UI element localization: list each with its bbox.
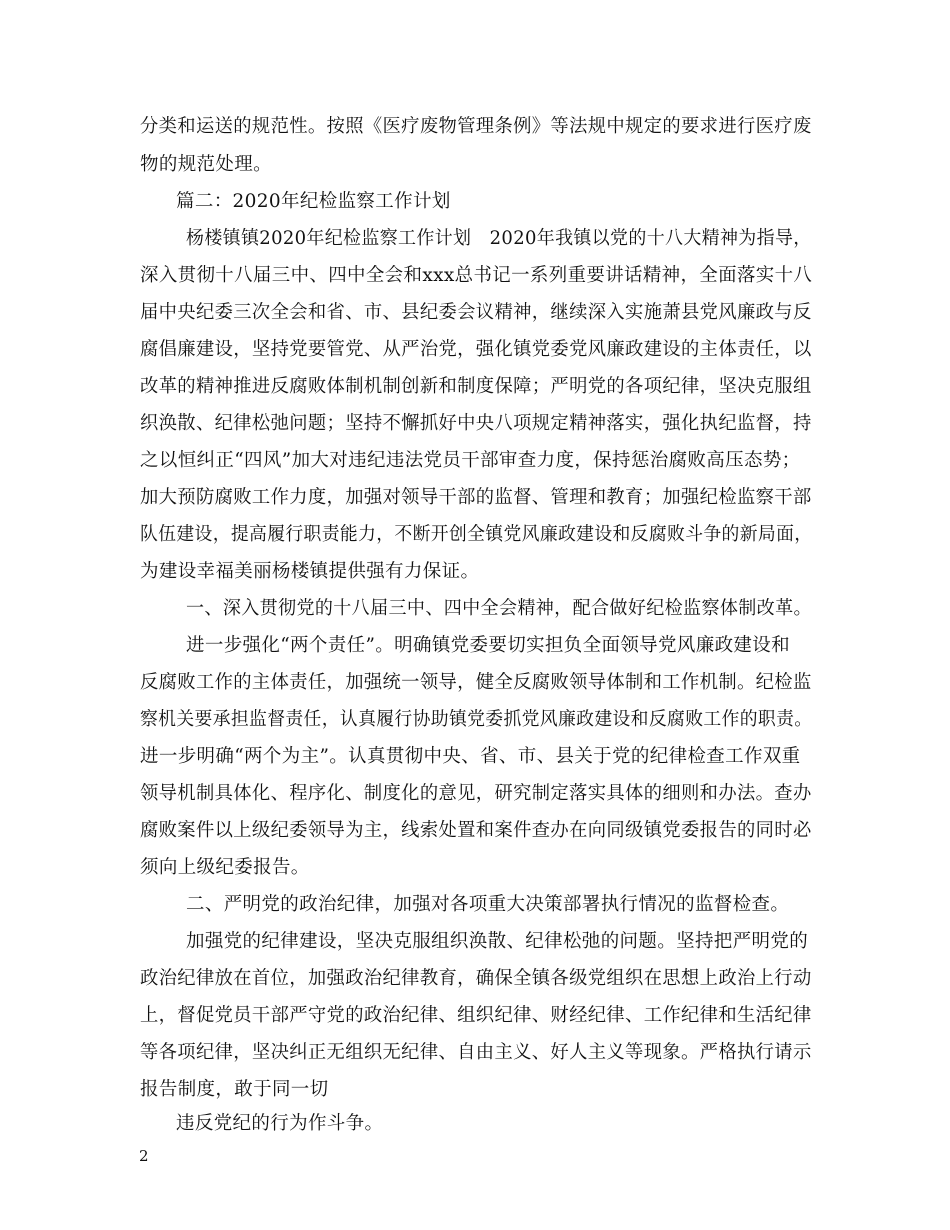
page-number: 2 xyxy=(139,1147,149,1165)
text-line: 深入贯彻十八届三中、四中全会和xxx总书记一系列重要讲话精神，全面落实十八 xyxy=(140,265,813,286)
text-line: 领导机制具体化、程序化、制度化的意见，研究制定落实具体的细则和办法。查办 xyxy=(140,783,812,804)
text-line: 进一步强化“两个责任”。明确镇党委要切实担负全面领导党风廉政建设和 xyxy=(186,635,790,656)
text-line: 杨楼镇镇2020年纪检监察工作计划 2020年我镇以党的十八大精神为指导， xyxy=(186,228,812,249)
text-line: 反腐败工作的主体责任，加强统一领导，健全反腐败领导体制和工作机制。纪检监 xyxy=(140,672,812,693)
text-line: 腐倡廉建设，坚持党要管党、从严治党，强化镇党委党风廉政建设的主体责任，以 xyxy=(140,339,812,360)
text-line: 进一步明确“两个为主”。认真贯彻中央、省、市、县关于党的纪律检查工作双重 xyxy=(140,746,801,767)
text-line: 加大预防腐败工作力度，加强对领导干部的监督、管理和教育；加强纪检监察干部 xyxy=(140,487,812,508)
text-line: 改革的精神推进反腐败体制机制创新和制度保障；严明党的各项纪律，坚决克服组 xyxy=(140,376,812,397)
section-heading: 一、深入贯彻党的十八届三中、四中全会精神，配合做好纪检监察体制改革。 xyxy=(186,598,812,619)
text-line: 为建设幸福美丽杨楼镇提供强有力保证。 xyxy=(140,561,480,582)
section-heading: 二、严明党的政治纪律，加强对各项重大决策部署执行情况的监督检查。 xyxy=(186,894,790,915)
text-line: 腐败案件以上级纪委领导为主，线索处置和案件查办在向同级镇党委报告的同时必 xyxy=(140,820,812,841)
text-line: 物的规范处理。 xyxy=(140,154,272,175)
text-line: 须向上级纪委报告。 xyxy=(140,857,310,878)
text-line: 之以恒纠正“四风”加大对违纪违法党员干部审查力度，保持惩治腐败高压态势； xyxy=(140,450,801,471)
text-line: 加强党的纪律建设，坚决克服组织涣散、纪律松弛的问题。坚持把严明党的 xyxy=(186,931,809,952)
text-line: 上，督促党员干部严守党的政治纪律、组织纪律、财经纪律、工作纪律和生活纪律 xyxy=(140,1005,812,1026)
text-line: 违反党纪的行为作斗争。 xyxy=(176,1113,384,1134)
text-line: 等各项纪律，坚决纠正无组织无纪律、自由主义、好人主义等现象。严格执行请示 xyxy=(140,1042,812,1063)
text-line: 察机关要承担监督责任，认真履行协助镇党委抓党风廉政建设和反腐败工作的职责。 xyxy=(140,709,813,730)
text-line: 政治纪律放在首位，加强政治纪律教育，确保全镇各级党组织在思想上政治上行动 xyxy=(140,968,812,989)
text-line: 分类和运送的规范性。按照《医疗废物管理条例》等法规中规定的要求进行医疗废 xyxy=(140,116,812,137)
text-line: 织涣散、纪律松弛问题；坚持不懈抓好中央八项规定精神落实，强化执纪监督，持 xyxy=(140,413,812,434)
section-heading: 篇二：2020年纪检监察工作计划 xyxy=(176,191,451,212)
text-line: 报告制度，敢于同一切 xyxy=(140,1079,329,1100)
text-line: 届中央纪委三次全会和省、市、县纪委会议精神，继续深入实施萧县党风廉政与反 xyxy=(140,302,812,323)
text-line: 队伍建设，提高履行职责能力，不断开创全镇党风廉政建设和反腐败斗争的新局面， xyxy=(140,524,813,545)
